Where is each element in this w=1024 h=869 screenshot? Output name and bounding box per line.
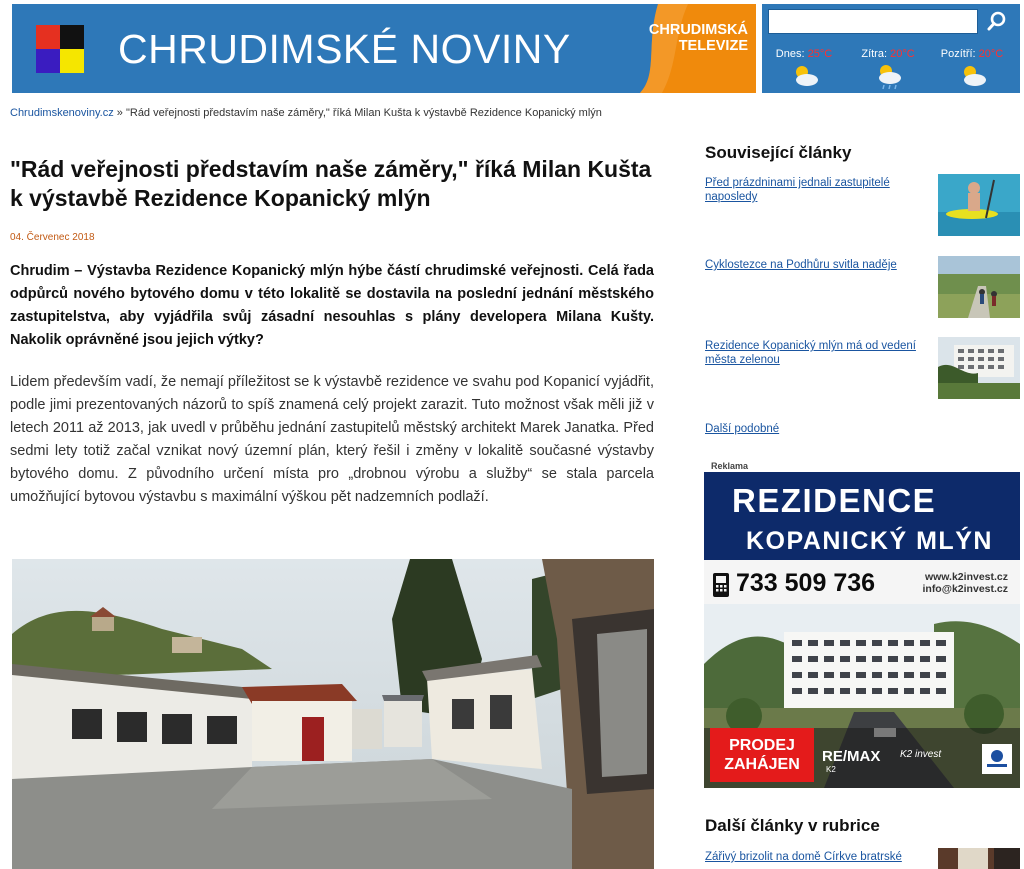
header-tools — [762, 4, 1020, 93]
site-header — [12, 4, 756, 93]
ad-label: Reklama — [711, 461, 749, 471]
ad-banner[interactable] — [704, 472, 1020, 788]
ad-sale-line1: PRODEJ — [729, 737, 795, 754]
article-lead: Chrudim – Výstavba Rezidence Kopanický mlýn hýbe částí chrudimské veřejnosti. Celá řada odpůrců nového bytového domu v této lokalitě se dostavila na poslední jednání městského zastupitelstva, aby vyjádřila svůj zásadní nesouhlas s plány developera Milana Kušty. Nakolik oprávněné jsou jejich výtky? — [10, 263, 654, 348]
site-title[interactable]: CHRUDIMSKÉ NOVINY — [118, 26, 571, 72]
ad-phone: 733 509 736 — [736, 569, 876, 597]
weather-tomorrow: Zítra: 20°C — [846, 42, 930, 93]
developer-logo-icon — [982, 744, 1012, 774]
breadcrumb-current: "Rád veřejnosti představím naše záměry," říká Milan Kušta k výstavbě Rezidence Kopanický mlýn — [125, 107, 602, 119]
related-link-2[interactable]: Cyklostezce na Podhůru svitla naděje — [705, 259, 897, 271]
ad-email: info@k2invest.cz — [922, 583, 1008, 595]
breadcrumb — [10, 106, 660, 121]
related-thumb-1[interactable] — [938, 174, 1020, 236]
related-link-1[interactable]: Před prázdninami jednali zastupitelé naposledy — [705, 177, 890, 203]
weather-widget — [762, 42, 1020, 93]
article-title: "Rád veřejnosti představím naše záměry," říká Milan Kušta k výstavbě Rezidence Kopanický mlýn — [10, 156, 652, 211]
search-input[interactable] — [768, 9, 978, 34]
remax-logo-sub: K2 — [826, 765, 836, 774]
breadcrumb-home-link[interactable]: Chrudimskenoviny.cz — [10, 107, 114, 119]
weather-today: Dnes: 25°C — [762, 42, 846, 93]
article-date: 04. Červenec 2018 — [10, 232, 95, 243]
ad-sale-line2: ZAHÁJEN — [724, 756, 800, 773]
search-button[interactable] — [982, 7, 1012, 37]
rain-cloud-icon — [875, 63, 903, 91]
ad-partner-logos — [822, 740, 1016, 780]
related-link-3[interactable]: Rezidence Kopanický mlýn má od vedení města zelenou — [705, 340, 916, 366]
breadcrumb-separator: » — [113, 107, 126, 119]
ad-title-band — [704, 472, 1020, 560]
remax-logo: RE/MAX — [822, 748, 881, 765]
related-thumb-3[interactable] — [938, 337, 1020, 399]
site-logo[interactable] — [36, 25, 84, 73]
sun-cloud-icon — [959, 63, 987, 87]
ad-title-line2: KOPANICKÝ MLÝN — [746, 527, 993, 555]
rubric-thumb-1[interactable] — [938, 848, 1020, 869]
tv-line2: TELEVIZE — [678, 38, 748, 54]
tv-line1: CHRUDIMSKÁ — [648, 22, 748, 38]
ad-web: www.k2invest.cz — [924, 571, 1008, 583]
ad-sale-badge — [710, 728, 814, 782]
article-photo[interactable] — [12, 559, 654, 869]
rubric-link-1[interactable]: Zářivý brizolit na domě Církve bratrské — [705, 851, 902, 863]
more-similar-link[interactable]: Další podobné — [705, 423, 780, 435]
k2invest-logo: K2 invest — [900, 749, 942, 760]
ad-contact — [922, 571, 1008, 595]
ad-title-line1: REZIDENCE — [732, 482, 937, 519]
related-heading: Související články — [705, 143, 852, 162]
phone-icon — [712, 572, 730, 598]
weather-day-after: Pozítří: 20°C — [930, 42, 1014, 93]
tv-link[interactable] — [628, 4, 756, 93]
more-in-section-heading: Další články v rubrice — [705, 816, 880, 835]
sun-cloud-icon — [791, 63, 819, 87]
related-thumb-2[interactable] — [938, 256, 1020, 318]
search-icon — [982, 7, 1012, 37]
article-body: Lidem především vadí, že nemají příležitost se k výstavbě rezidence ve svahu pod Kopanicí vyjádřit, podle jimi prezentovaných názorů to spíš znamená celý projekt zarazit. Tuto možnost však měli již v letech 2011 až 2013, jak uvedl v průběhu jednání zastupitelů městský architekt Marek Janatka. Před sedmi lety totiž začal vznikat nový územní plán, který řešil i změny v lokalitě současné výstavby bytového domu. Z původního určení místa pro „drobnou výrobu a služby“ se stala parcela umožňující bytovou výstavbu s maximální výškou pět nadzemních podlaží. — [10, 374, 654, 505]
